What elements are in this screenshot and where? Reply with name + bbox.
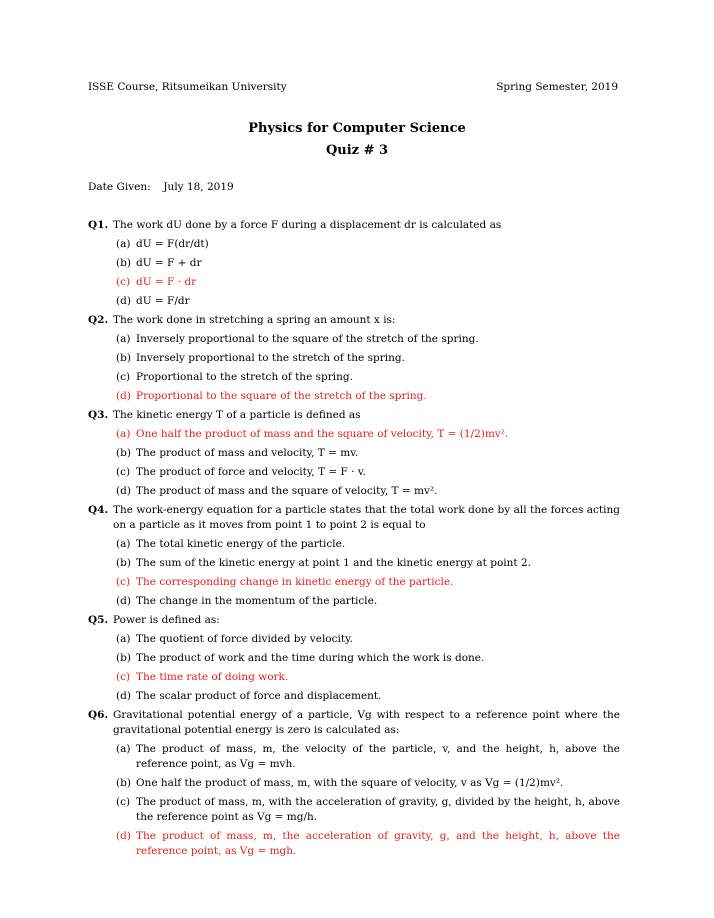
option-text: Proportional to the stretch of the spring.: [136, 371, 353, 383]
option-text: One half the product of mass and the square of velocity, T = (1/2)mv².: [136, 428, 509, 440]
question-number: Q2.: [88, 314, 109, 326]
option-c: [116, 465, 620, 480]
page-title: Physics for Computer Science: [248, 121, 466, 136]
question-text: The work dU done by a force F during a displacement dr is calculated as: [113, 219, 502, 231]
option-text: Inversely proportional to the square of the stretch of the spring.: [136, 333, 479, 345]
option-c-correct: [116, 575, 620, 590]
question-2: [88, 313, 620, 404]
question-number: Q5.: [88, 614, 109, 626]
option-text: The total kinetic energy of the particle.: [136, 538, 346, 550]
option-text: The scalar product of force and displacement.: [136, 690, 382, 702]
option-label: (a): [116, 743, 131, 755]
option-label: (b): [116, 652, 131, 664]
option-text: The product of mass, m, the acceleration of gravity, g, and the height, h, above the reference point, as Vg = mgh.: [136, 830, 620, 857]
option-b: [116, 556, 620, 571]
option-d: [116, 689, 620, 704]
option-text: The product of work and the time during which the work is done.: [136, 652, 485, 664]
question-3: [88, 408, 620, 499]
option-text: The product of mass and velocity, T = mv.: [136, 447, 359, 459]
option-label: (c): [116, 466, 131, 478]
option-label: (b): [116, 352, 131, 364]
question-4: [88, 503, 620, 609]
option-d-correct: [116, 829, 620, 859]
option-c: [116, 795, 620, 825]
option-label: (c): [116, 371, 131, 383]
option-b: [116, 776, 620, 791]
option-text: dU = F + dr: [136, 257, 202, 269]
question-text: The work-energy equation for a particle states that the total work done by all the forces acting on a particle as it moves from point 1 to point 2 is equal to: [113, 504, 620, 531]
option-text: The product of mass and the square of velocity, T = mv².: [136, 485, 438, 497]
option-label: (c): [116, 796, 131, 808]
option-label: (a): [116, 428, 131, 440]
option-a: [116, 742, 620, 772]
option-label: (d): [116, 390, 131, 402]
question-text: The work done in stretching a spring an amount x is:: [113, 314, 396, 326]
option-b: [116, 351, 620, 366]
option-b: [116, 651, 620, 666]
option-a-correct: [116, 427, 620, 442]
option-label: (c): [116, 671, 131, 683]
option-label: (a): [116, 633, 131, 645]
option-text: The change in the momentum of the particle.: [136, 595, 378, 607]
option-a: [116, 632, 620, 647]
option-text: The sum of the kinetic energy at point 1 and the kinetic energy at point 2.: [136, 557, 531, 569]
question-1: [88, 218, 620, 309]
option-label: (a): [116, 333, 131, 345]
option-c-correct: [116, 670, 620, 685]
option-a: [116, 537, 620, 552]
option-c: [116, 370, 620, 385]
question-text: The kinetic energy T of a particle is defined as: [113, 409, 361, 421]
header-course: ISSE Course, Ritsumeikan University: [88, 81, 287, 93]
option-label: (a): [116, 238, 131, 250]
page-header: [88, 80, 618, 94]
option-text: The product of mass, m, the velocity of the particle, v, and the height, h, above the reference point, as Vg = mvh.: [136, 743, 620, 770]
option-text: The time rate of doing work.: [136, 671, 289, 683]
option-a: [116, 237, 620, 252]
question-6: [88, 708, 620, 859]
question-text: Power is defined as:: [113, 614, 220, 626]
option-label: (d): [116, 295, 131, 307]
option-text: The product of mass, m, with the acceleration of gravity, g, divided by the height, h, above the reference point as Vg = mg/h.: [136, 796, 620, 823]
option-text: dU = F/dr: [136, 295, 190, 307]
option-d: [116, 484, 620, 499]
option-label: (b): [116, 777, 131, 789]
option-text: Inversely proportional to the stretch of the spring.: [136, 352, 405, 364]
title-block: [0, 118, 714, 162]
question-list: [88, 218, 620, 859]
header-semester: Spring Semester, 2019: [496, 81, 618, 93]
question-number: Q3.: [88, 409, 109, 421]
date-value: July 18, 2019: [163, 181, 234, 193]
question-text: Gravitational potential energy of a particle, Vg with respect to a reference point where the gravitational potential energy is zero is calculated as:: [113, 709, 620, 736]
question-5: [88, 613, 620, 704]
question-number: Q6.: [88, 709, 109, 721]
question-number: Q4.: [88, 504, 109, 516]
option-text: The corresponding change in kinetic energy of the particle.: [136, 576, 454, 588]
option-a: [116, 332, 620, 347]
option-text: dU = F(dr/dt): [136, 238, 209, 250]
option-label: (d): [116, 690, 131, 702]
option-text: The product of force and velocity, T = F · v.: [136, 466, 366, 478]
date-row: [88, 180, 234, 194]
option-text: Proportional to the square of the stretch of the spring.: [136, 390, 427, 402]
question-number: Q1.: [88, 219, 109, 231]
option-d-correct: [116, 389, 620, 404]
option-label: (b): [116, 257, 131, 269]
option-label: (c): [116, 276, 131, 288]
option-text: One half the product of mass, m, with the square of velocity, v as Vg = (1/2)mv².: [136, 777, 564, 789]
option-label: (d): [116, 485, 131, 497]
quiz-number: Quiz # 3: [325, 143, 389, 158]
option-text: The quotient of force divided by velocity.: [136, 633, 353, 645]
option-b: [116, 446, 620, 461]
option-label: (c): [116, 576, 131, 588]
option-d: [116, 294, 620, 309]
option-label: (b): [116, 447, 131, 459]
option-c-correct: [116, 275, 620, 290]
option-text: dU = F · dr: [136, 276, 197, 288]
option-d: [116, 594, 620, 609]
option-label: (a): [116, 538, 131, 550]
date-label: Date Given:: [88, 181, 151, 193]
option-label: (b): [116, 557, 131, 569]
option-label: (d): [116, 830, 131, 842]
option-b: [116, 256, 620, 271]
option-label: (d): [116, 595, 131, 607]
